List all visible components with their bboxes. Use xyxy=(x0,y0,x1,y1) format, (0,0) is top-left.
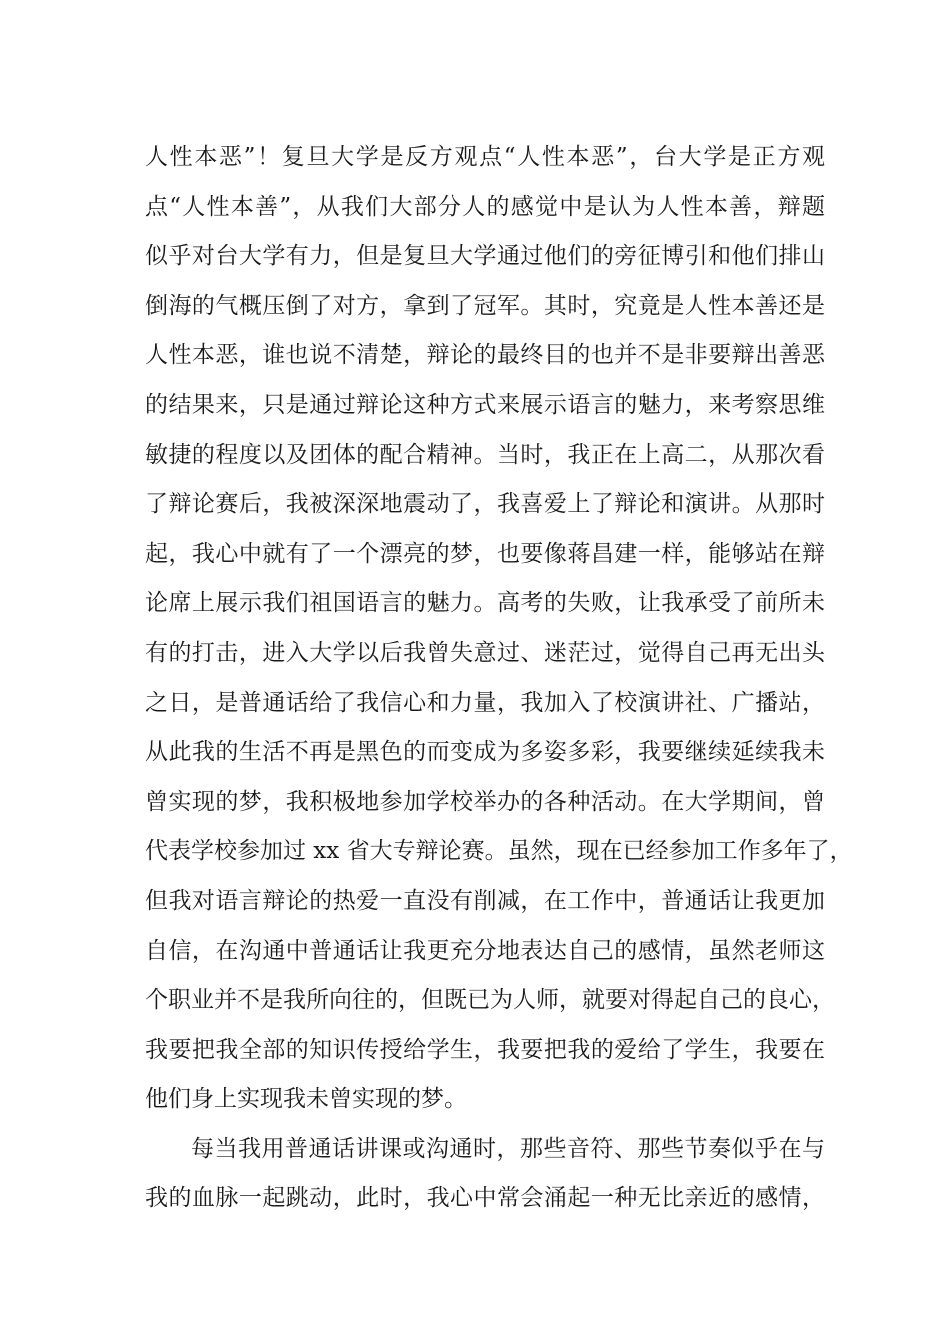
text-line: 敏捷的程度以及团体的配合精神。当时，我正在上高二，从那次看 xyxy=(145,441,825,468)
text-line: 我要把我全部的知识传授给学生，我要把我的爱给了学生，我要在 xyxy=(145,1036,825,1063)
text-line: 自信，在沟通中普通话让我更充分地表达自己的感情，虽然老师这 xyxy=(145,937,825,964)
paragraph-1 xyxy=(145,133,853,1125)
text-line: 之日，是普通话给了我信心和力量，我加入了校演讲社、广播站， xyxy=(145,689,825,716)
text-line: 倒海的气概压倒了对方，拿到了冠军。其时，究竟是人性本善还是 xyxy=(145,292,825,319)
text-line: 曾实现的梦，我积极地参加学校举办的各种活动。在大学期间，曾 xyxy=(145,788,825,815)
text-line: 代表学校参加过 xx 省大专辩论赛。虽然，现在已经参加工作多年了， xyxy=(145,838,853,865)
text-line: 的结果来，只是通过辩论这种方式来展示语言的魅力，来考察思维 xyxy=(145,391,825,418)
text-line: 我的血脉一起跳动，此时，我心中常会涌起一种无比亲近的感情， xyxy=(145,1185,825,1212)
paragraph-2 xyxy=(145,1125,825,1224)
text-line: 但我对语言辩论的热爱一直没有削减，在工作中，普通话让我更加 xyxy=(145,887,825,914)
text-line: 论席上展示我们祖国语言的魅力。高考的失败，让我承受了前所未 xyxy=(145,590,825,617)
text-line: 有的打击，进入大学以后我曾失意过、迷茫过，觉得自己再无出头 xyxy=(145,639,825,666)
text-line: 人性本恶，谁也说不清楚，辩论的最终目的也并不是非要辩出善恶 xyxy=(145,342,825,369)
text-line: 从此我的生活不再是黑色的而变成为多姿多彩，我要继续延续我未 xyxy=(145,739,825,766)
text-line: 他们身上实现我未曾实现的梦。 xyxy=(145,1086,467,1113)
text-line: 每当我用普通话讲课或沟通时，那些音符、那些节奏似乎在与 xyxy=(191,1135,825,1162)
text-line: 起，我心中就有了一个漂亮的梦，也要像蒋昌建一样，能够站在辩 xyxy=(145,540,825,567)
text-line: 了辩论赛后，我被深深地震动了，我喜爱上了辩论和演讲。从那时 xyxy=(145,491,825,518)
text-line: 个职业并不是我所向往的，但既已为人师，就要对得起自己的良心， xyxy=(145,987,835,1014)
text-line: 点“人性本善”，从我们大部分人的感觉中是认为人性本善，辩题 xyxy=(145,193,825,220)
text-line: 人性本恶”！复旦大学是反方观点“人性本恶”，台大学是正方观 xyxy=(145,144,825,170)
text-line: 似乎对台大学有力，但是复旦大学通过他们的旁征博引和他们排山 xyxy=(145,243,825,270)
body-text xyxy=(145,133,853,1224)
